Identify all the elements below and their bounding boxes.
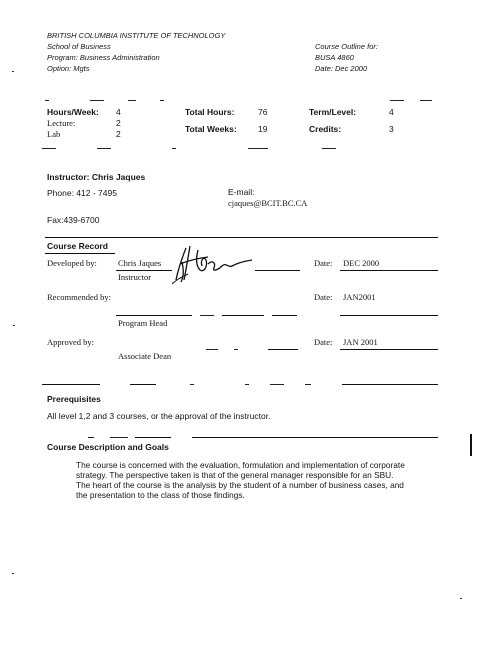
scan-speck bbox=[12, 71, 14, 72]
total-hours-label: Total Hours: bbox=[185, 107, 235, 117]
separator bbox=[45, 100, 49, 101]
signature-line bbox=[272, 315, 297, 316]
total-hours-value: 76 bbox=[258, 107, 268, 117]
signature-line bbox=[255, 270, 300, 271]
developed-by-label: Developed by: bbox=[47, 258, 97, 268]
approved-date-value: JAN 2001 bbox=[343, 337, 378, 347]
section-rule bbox=[45, 253, 115, 254]
term-label: Term/Level: bbox=[309, 107, 357, 117]
email-value: cjaques@BCIT.BC.CA bbox=[228, 198, 308, 208]
institute-name: BRITISH COLUMBIA INSTITUTE OF TECHNOLOGY bbox=[47, 31, 226, 40]
separator bbox=[234, 349, 238, 350]
separator bbox=[172, 148, 176, 149]
scan-speck bbox=[12, 573, 14, 574]
term-value: 4 bbox=[389, 107, 394, 117]
date-line bbox=[340, 349, 438, 350]
email-label: E-mail: bbox=[228, 187, 255, 197]
separator bbox=[160, 100, 164, 101]
section-rule bbox=[135, 437, 171, 438]
separator bbox=[270, 384, 284, 385]
separator bbox=[190, 384, 194, 385]
scan-speck bbox=[460, 598, 462, 599]
section-rule bbox=[130, 384, 156, 385]
signature-line bbox=[268, 349, 298, 350]
hours-week-value: 4 bbox=[116, 107, 121, 117]
separator bbox=[42, 148, 56, 149]
credits-value: 3 bbox=[389, 124, 394, 134]
separator bbox=[390, 100, 404, 101]
description-line: The heart of the course is the analysis by the student of a number of business cases, and bbox=[76, 480, 404, 490]
signature-image bbox=[168, 240, 260, 286]
signature-line bbox=[222, 315, 264, 316]
section-rule bbox=[45, 237, 438, 238]
program-name: Program: Business Administration bbox=[47, 53, 160, 62]
lecture-label: Lecture: bbox=[47, 118, 76, 128]
signature-line bbox=[116, 270, 172, 271]
approved-by-role: Associate Dean bbox=[118, 351, 172, 361]
instructor-fax: Fax:439-6700 bbox=[47, 215, 100, 225]
description-line: The course is concerned with the evaluation, formulation and implementation of corporate bbox=[76, 460, 405, 470]
separator bbox=[110, 437, 128, 438]
date-line bbox=[340, 315, 438, 316]
option-name: Option: Mgts bbox=[47, 64, 90, 73]
separator bbox=[305, 384, 311, 385]
developed-by-role: Instructor bbox=[118, 272, 152, 282]
section-rule bbox=[42, 384, 100, 385]
outline-label: Course Outline for: bbox=[315, 42, 378, 51]
lab-label: Lab bbox=[47, 129, 61, 139]
school-name: School of Business bbox=[47, 42, 111, 51]
approved-date-label: Date: bbox=[314, 337, 333, 347]
description-line: the presentation to the class of those findings. bbox=[76, 490, 245, 500]
separator bbox=[90, 100, 104, 101]
recommended-date-label: Date: bbox=[314, 292, 333, 302]
recommended-by-label: Recommended by: bbox=[47, 292, 111, 302]
prerequisites-text: All level 1,2 and 3 courses, or the approval of the instructor. bbox=[47, 411, 271, 421]
credits-label: Credits: bbox=[309, 124, 342, 134]
instructor-heading: Instructor: Chris Jaques bbox=[47, 172, 146, 182]
hours-week-label: Hours/Week: bbox=[47, 107, 99, 117]
section-rule bbox=[192, 437, 438, 438]
prerequisites-heading: Prerequisites bbox=[47, 394, 101, 404]
developed-date-label: Date: bbox=[314, 258, 333, 268]
outline-date: Date: Dec 2000 bbox=[315, 64, 368, 73]
course-record-heading: Course Record bbox=[47, 241, 108, 251]
separator bbox=[245, 384, 249, 385]
separator bbox=[322, 148, 336, 149]
total-weeks-label: Total Weeks: bbox=[185, 124, 237, 134]
scan-mark bbox=[470, 434, 472, 456]
approved-by-label: Approved by: bbox=[47, 337, 94, 347]
description-heading: Course Description and Goals bbox=[47, 442, 169, 452]
separator bbox=[248, 148, 268, 149]
scan-speck bbox=[13, 325, 15, 326]
separator bbox=[97, 148, 111, 149]
separator bbox=[200, 315, 214, 316]
developed-by-name: Chris Jaques bbox=[118, 258, 162, 268]
instructor-phone: Phone: 412 - 7495 bbox=[47, 188, 117, 198]
developed-date-value: DEC 2000 bbox=[343, 258, 380, 268]
separator bbox=[420, 100, 432, 101]
lab-value: 2 bbox=[116, 129, 121, 139]
recommended-by-role: Program Head bbox=[118, 318, 168, 328]
description-line: strategy. The perspective taken is that of the general manager responsible for an SBU. bbox=[76, 470, 394, 480]
recommended-date-value: JAN2001 bbox=[343, 292, 376, 302]
total-weeks-value: 19 bbox=[258, 124, 268, 134]
signature-line bbox=[116, 315, 192, 316]
separator bbox=[206, 349, 218, 350]
lecture-value: 2 bbox=[116, 118, 121, 128]
section-rule bbox=[342, 384, 438, 385]
separator bbox=[88, 437, 94, 438]
course-code: BUSA 4860 bbox=[315, 53, 354, 62]
separator bbox=[128, 100, 136, 101]
date-line bbox=[340, 270, 438, 271]
